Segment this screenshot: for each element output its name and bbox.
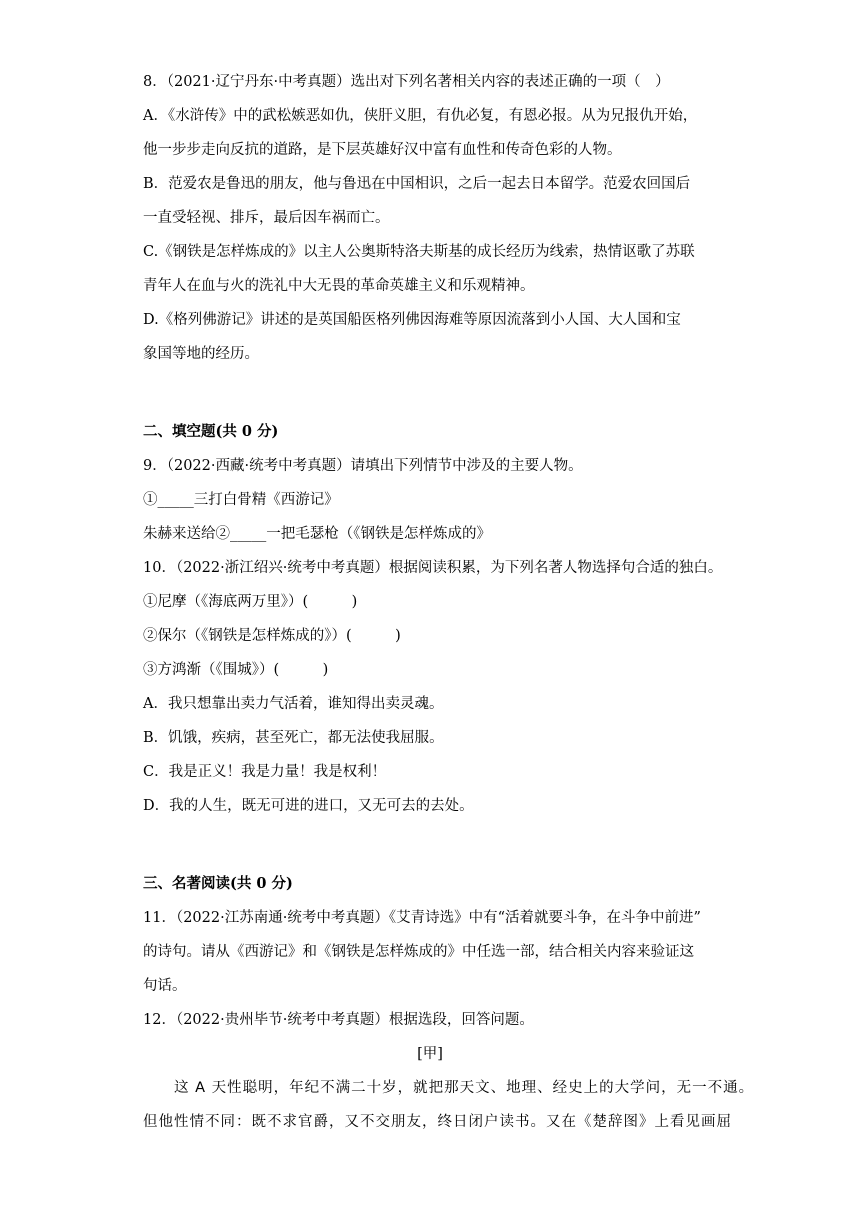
q10-item-1: ①尼摩（《海底两万里》）( ) [143, 594, 358, 610]
section-3-heading: 三、名著阅读(共 0 分) [143, 875, 293, 892]
passage-line-1: 这 A 天性聪明，年纪不满二十岁，就把那天文、地理、经史上的大学问，无一不通。 [143, 1080, 755, 1096]
q9-item-1: ①_____三打白骨精《西游记》 [143, 492, 339, 508]
passage-line-2: 但他性情不同：既不求官爵，又不交朋友，终日闭户读书。又在《楚辞图》上看见画屈 [143, 1114, 732, 1130]
q9-item-2: 朱赫来送给②_____一把毛瑟枪（《钢铁是怎样炼成的》 [143, 526, 491, 542]
q8-option-b-line2: 一直受轻视、排斥，最后因车祸而亡。 [143, 210, 390, 226]
q10-item-2: ②保尔（《钢铁是怎样炼成的》）( ) [143, 628, 401, 644]
q11-line-2: 的诗句。请从《西游记》和《钢铁是怎样炼成的》中任选一部，结合相关内容来验证这 [143, 944, 694, 960]
q8-option-d-line1: D.《格列佛游记》讲述的是英国船医格列佛因海难等原因流落到小人国、大人国和宝 [143, 312, 681, 328]
q8-option-a-line1: A．《水浒传》中的武松嫉恶如仇，侠肝义胆，有仇必复，有恩必报。从为兄报仇开始， [143, 108, 698, 124]
q11-line-3: 句话。 [143, 978, 187, 994]
q8-option-a-line2: 他一步步走向反抗的道路，是下层英雄好汉中富有血性和传奇色彩的人物。 [143, 142, 622, 158]
q8-option-c-line1: C.《钢铁是怎样炼成的》以主人公奥斯特洛夫斯基的成长经历为线索，热情讴歌了苏联 [143, 244, 695, 260]
q8-option-b-line1: B．范爱农是鲁迅的朋友，他与鲁迅在中国相识，之后一起去日本留学。范爱农回国后 [143, 176, 691, 192]
q9-stem: 9．（2022·西藏·统考中考真题）请填出下列情节中涉及的主要人物。 [143, 458, 583, 474]
q11-line-1: 11．（2022·江苏南通·统考中考真题）《艾青诗选》中有“活着就要斗争，在斗争中前进” [143, 910, 701, 926]
q8-stem: 8．（2021·辽宁丹东·中考真题）选出对下列名著相关内容的表述正确的一项（ ） [143, 74, 670, 90]
q8-option-d-line2: 象国等地的经历。 [143, 346, 259, 362]
q8-option-c-line2: 青年人在血与火的洗礼中大无畏的革命英雄主义和乐观精神。 [143, 278, 535, 294]
q10-stem: 10．（2022·浙江绍兴·统考中考真题）根据阅读积累，为下列名著人物选择句合适的独白。 [143, 560, 723, 576]
section-2-heading: 二、填空题(共 0 分) [143, 423, 279, 440]
q10-item-3: ③方鸿渐（《围城》）( ) [143, 662, 329, 678]
passage-label: [甲] [417, 1046, 443, 1062]
q12-stem: 12．（2022·贵州毕节·统考中考真题）根据选段，回答问题。 [143, 1012, 534, 1028]
q10-option-b: B．饥饿，疾病，甚至死亡，都无法使我屈服。 [143, 730, 444, 746]
q10-option-c: C．我是正义！我是力量！我是权利！ [143, 764, 387, 780]
q10-option-a: A．我只想靠出卖力气活着，谁知得出卖灵魂。 [143, 696, 444, 712]
q10-option-d: D．我的人生，既无可进的进口，又无可去的去处。 [143, 798, 474, 814]
